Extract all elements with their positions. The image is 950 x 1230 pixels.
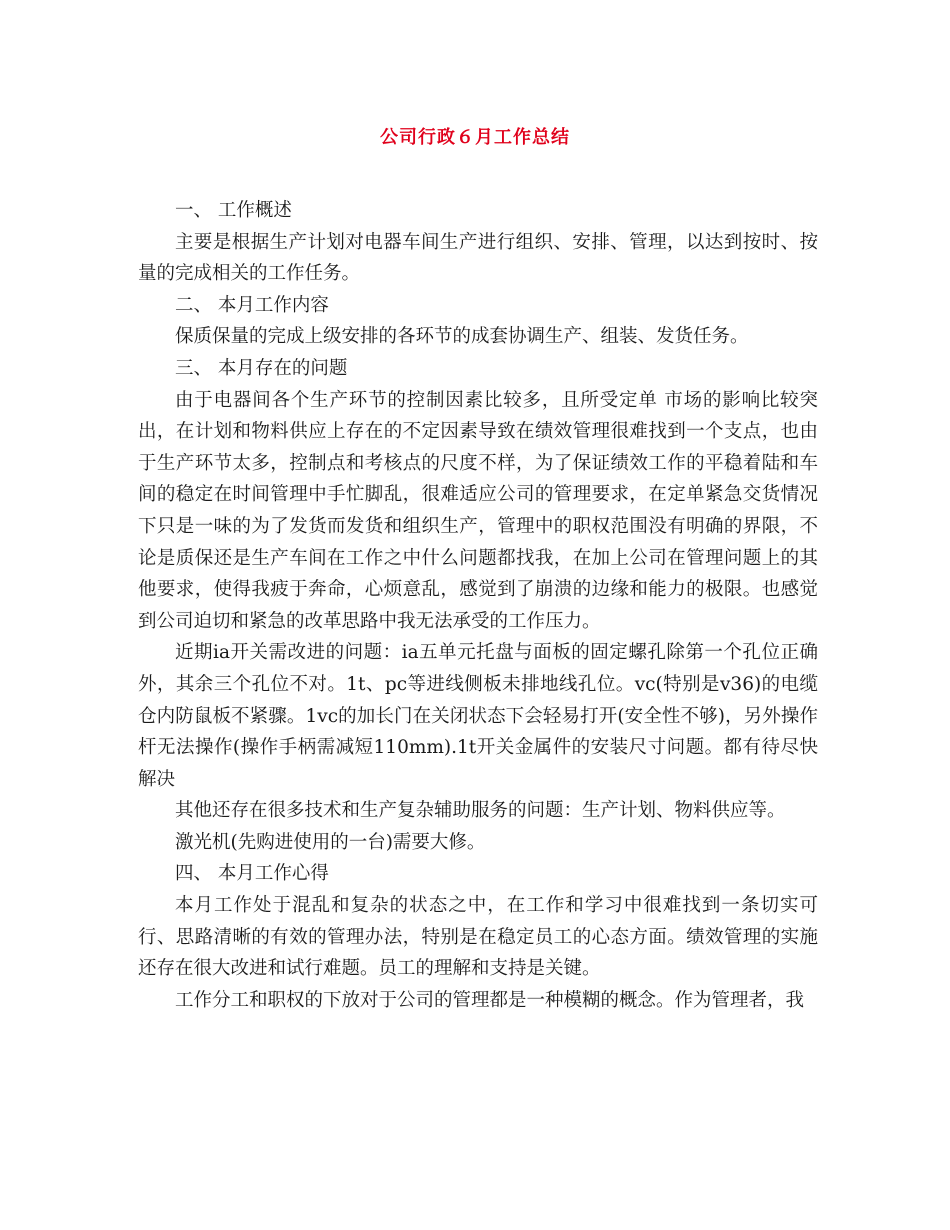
section-heading-experience: 四、 本月工作心得 <box>175 863 329 885</box>
paragraph-laser-machine: 激光机(先购进使用的一台)需要大修。 <box>175 831 486 853</box>
paragraph-experience: 本月工作处于混乱和复杂的状态之中，在工作和学习中很难找到一条切实可行、思路清晰的有效的管理办法，特别是在稳定员工的心态方面。绩效管理的实施还存在很大改进和试行难题。员工的理解和支持是关键。 <box>138 895 818 980</box>
section-heading-overview: 一、 工作概述 <box>175 200 292 221</box>
paragraph-work-content: 保质保量的完成上级安排的各环节的成套协调生产、组装、发货任务。 <box>175 326 749 348</box>
paragraph-other-issues: 其他还存在很多技术和生产复杂辅助服务的问题：生产计划、物料供应等。 <box>175 800 786 822</box>
document-body <box>138 195 818 1016</box>
paragraph-ia-switch-issues: 近期ia开关需改进的问题：ia五单元托盘与面板的固定螺孔除第一个孔位正确外，其余三个孔位不对。1t、pc等进线侧板未排地线孔位。vc(特别是v36)的电缆仓内防鼠板不紧骤。1vc的加长门在关闭状态下会轻易打开(安全性不够)，另外操作杆无法操作(操作手柄需减短110mm).1t开关金属件的安装尺寸问题。都有待尽快解决 <box>138 642 818 790</box>
paragraph-delegation: 工作分工和职权的下放对于公司的管理都是一种模糊的概念。作为管理者，我 <box>175 989 805 1011</box>
document-title: 公司行政６月工作总结 <box>380 127 570 148</box>
section-heading-work-content: 二、 本月工作内容 <box>175 294 329 316</box>
section-heading-problems: 三、 本月存在的问题 <box>175 357 348 379</box>
paragraph-problems: 由于电器间各个生产环节的控制因素比较多，且所受定单 市场的影响比较突出，在计划和物料供应上存在的不定因素导致在绩效管理很难找到一个支点，也由于生产环节太多，控制点和考核点的尺度不样，为了保证绩效工作的平稳着陆和车间的稳定在时间管理中手忙脚乱，很难适应公司的管理要求，在定单紧急交货情况下只是一味的为了发货而发货和组织生产，管理中的职权范围没有明确的界限，不论是质保还是生产车间在工作之中什么问题都找我，在加上公司在管理问题上的其他要求，使得我疲于奔命，心烦意乱，感觉到了崩溃的边缘和能力的极限。也感觉到公司迫切和紧急的改革思路中我无法承受的工作压力。 <box>138 389 818 632</box>
paragraph-overview: 主要是根据生产计划对电器车间生产进行组织、安排、管理，以达到按时、按量的完成相关的工作任务。 <box>138 231 818 285</box>
